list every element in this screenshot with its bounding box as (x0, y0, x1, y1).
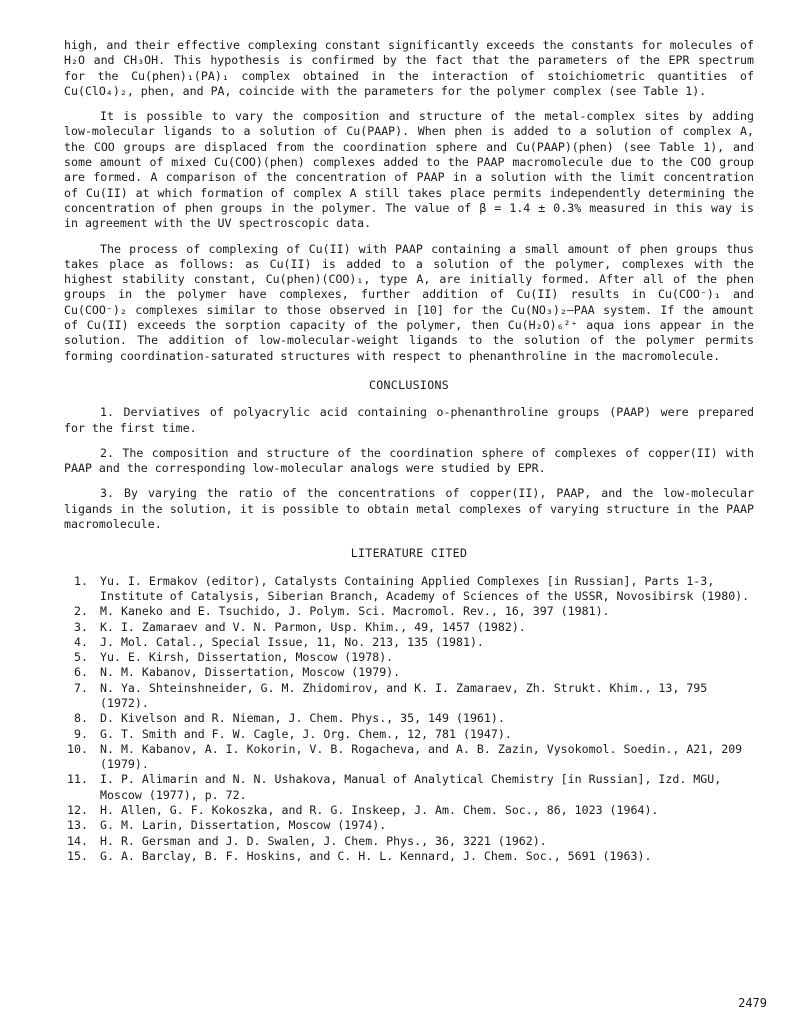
reference-item (64, 604, 754, 619)
reference-number: 11. (67, 772, 88, 787)
reference-item (64, 635, 754, 650)
reference-number: 1. (74, 573, 88, 588)
reference-number: 6. (74, 665, 88, 680)
reference-text: H. Allen, G. F. Kokoszka, and R. G. Inskeep, J. Am. Chem. Soc., 86, 1023 (1964). (100, 803, 659, 818)
conclusion-item-1: 1. Derviatives of polyacrylic acid containing o-phenanthroline groups (PAAP) were prepared for the first time. (64, 405, 754, 435)
reference-number: 8. (74, 711, 88, 726)
reference-number: 12. (67, 803, 88, 818)
reference-text: H. R. Gersman and J. D. Swalen, J. Chem. Phys., 36, 3221 (1962). (100, 833, 547, 848)
reference-text: K. I. Zamaraev and V. N. Parmon, Usp. Khim., 49, 1457 (1982). (100, 619, 526, 634)
reference-item (64, 650, 754, 665)
reference-item (64, 818, 754, 833)
reference-item (64, 803, 754, 818)
page-number: 2479 (738, 996, 767, 1010)
reference-number: 4. (74, 634, 88, 649)
reference-number: 7. (74, 680, 88, 695)
reference-item (64, 574, 754, 605)
reference-number: 3. (74, 619, 88, 634)
reference-item (64, 711, 754, 726)
reference-text: G. T. Smith and F. W. Cagle, J. Org. Chem., 12, 781 (1947). (100, 726, 512, 741)
body-paragraph-2: It is possible to vary the composition and structure of the metal-complex sites by adding low-molecular ligands to a solution of Cu(PAAP). When phen is added to a solution of complex A, the COO groups are displaced from the coordination sphere and Cu(PAAP)(phen) (see Table 1), and some amount of mixed Cu(COO)(phen) complexes added to the PAAP macromolecule due to the COO group are formed. A comparison of the concentration of PAAP in a solution with the limit concentration of Cu(II) at which formation of complex A still takes place permits independently determining the concentration of phen groups in the polymer. The value of β = 1.4 ± 0.3% measured in this way is in agreement with the UV spectroscopic data. (64, 109, 754, 231)
reference-number: 13. (67, 818, 88, 833)
reference-text: Yu. E. Kirsh, Dissertation, Moscow (1978). (100, 650, 394, 665)
reference-number: 10. (67, 741, 88, 756)
reference-item (64, 665, 754, 680)
reference-number: 9. (74, 726, 88, 741)
reference-text: N. M. Kabanov, Dissertation, Moscow (1979). (100, 665, 401, 680)
reference-item (64, 742, 754, 773)
reference-number: 5. (74, 650, 88, 665)
conclusion-item-3: 3. By varying the ratio of the concentrations of copper(II), PAAP, and the low-molecular ligands in the solution, it is possible to obtain metal complexes of varying structure in the PAAP macromolecule. (64, 486, 754, 532)
reference-text: N. M. Kabanov, A. I. Kokorin, V. B. Rogacheva, and A. B. Zazin, Vysokomol. Soedin., A21, 209 (1979). (100, 741, 743, 772)
reference-text: G. M. Larin, Dissertation, Moscow (1974). (100, 818, 387, 833)
reference-item (64, 620, 754, 635)
reference-item (64, 834, 754, 849)
conclusion-item-2: 2. The composition and structure of the coordination sphere of complexes of copper(II) with PAAP and the corresponding low-molecular analogs were studied by EPR. (64, 445, 754, 476)
reference-item (64, 772, 754, 803)
reference-item (64, 681, 754, 712)
reference-number: 2. (74, 604, 88, 619)
reference-text: I. P. Alimarin and N. N. Ushakova, Manual of Analytical Chemistry [in Russian], Izd. MGU, Moscow (1977), p. 72. (100, 772, 722, 802)
reference-text: M. Kaneko and E. Tsuchido, J. Polym. Sci. Macromol. Rev., 16, 397 (1981). (100, 604, 610, 619)
document-page (64, 38, 754, 864)
reference-item (64, 849, 754, 864)
body-paragraph-3: The process of complexing of Cu(II) with PAAP containing a small amount of phen groups thus takes place as follows: as Cu(II) is added to a solution of the polymer, complexes with the highest stability constant, Cu(phen)(COO)₁, type A, are initially formed. After all of the phen groups in the polymer have complexes, further addition of Cu(II) results in Cu(COO⁻)₁ and Cu(COO⁻)₂ complexes similar to those observed in [10] for the Cu(NO₃)₂–PAA system. If the amount of Cu(II) exceeds the sorption capacity of the polymer, then Cu(H₂O)₆²⁺ aqua ions appear in the solution. The addition of low-molecular-weight ligands to the solution of the polymer permits forming coordination-saturated structures with respect to phenanthroline in the macromolecule. (64, 241, 754, 363)
reference-text: D. Kivelson and R. Nieman, J. Chem. Phys., 35, 149 (1961). (100, 711, 505, 726)
body-paragraph-1: high, and their effective complexing constant significantly exceeds the constants for molecules of H₂O and CH₃OH. This hypothesis is confirmed by the fact that the parameters of the EPR spectrum for the Cu(phen)₁(PA)₁ complex obtained in the interaction of stoichiometric quantities of Cu(ClO₄)₂, phen, and PA, coincide with the parameters for the polymer complex (see Table 1). (64, 38, 754, 98)
reference-item (64, 727, 754, 742)
literature-heading: LITERATURE CITED (350, 546, 468, 561)
reference-text: G. A. Barclay, B. F. Hoskins, and C. H. L. Kennard, J. Chem. Soc., 5691 (1963). (100, 848, 652, 863)
reference-text: J. Mol. Catal., Special Issue, 11, No. 213, 135 (1981). (100, 634, 484, 649)
conclusions-heading: CONCLUSIONS (368, 377, 450, 392)
reference-number: 14. (67, 833, 88, 848)
reference-text: Yu. I. Ermakov (editor), Catalysts Containing Applied Complexes [in Russian], Parts 1-3, Institute of Catalysis, Siberian Branch, Academy of Sciences of the USSR, Novosibirsk (1980). (100, 573, 750, 603)
reference-text: N. Ya. Shteinshneider, G. M. Zhidomirov, and K. I. Zamaraev, Zh. Strukt. Khim., 13, 795 (1972). (100, 680, 708, 710)
reference-number: 15. (67, 848, 88, 863)
reference-list (64, 574, 754, 865)
